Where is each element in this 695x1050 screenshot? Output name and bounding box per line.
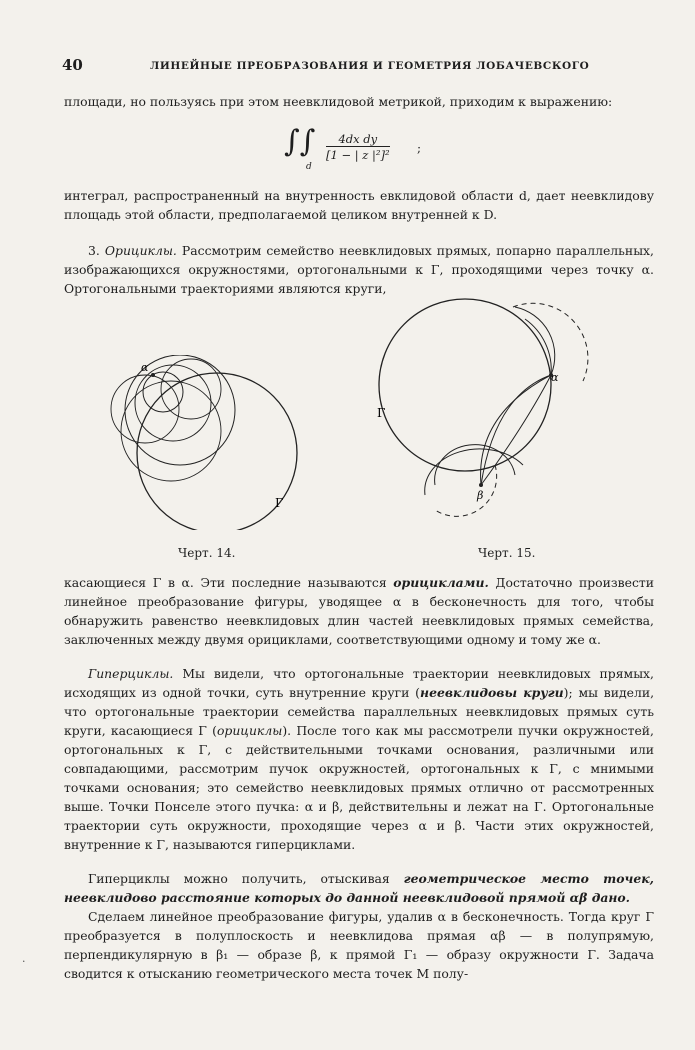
formula-semicolon: ; bbox=[417, 141, 422, 155]
fig15-label-alpha: α bbox=[551, 371, 559, 384]
margin-mark: · bbox=[22, 955, 26, 968]
fig15-circle-gamma bbox=[379, 299, 551, 471]
fraction-numerator: 4dx dy bbox=[326, 132, 390, 147]
figure-15-caption: Черт. 15. bbox=[478, 546, 536, 560]
fig14-label-gamma: Γ bbox=[275, 496, 284, 510]
running-title: ЛИНЕЙНЫЕ ПРЕОБРАЗОВАНИЯ И ГЕОМЕТРИЯ ЛОБАЧЕВСКОГО bbox=[150, 60, 590, 72]
fraction bbox=[326, 132, 390, 162]
intro-text: площади, но пользуясь при этом неевклидовой метрикой, приходим к выражению: bbox=[64, 94, 613, 109]
fraction-denominator: [1 − | z |²]² bbox=[326, 148, 390, 162]
term-noneuclidean-circles: неевклидовы круги bbox=[420, 685, 564, 700]
area-integral-formula bbox=[284, 124, 464, 174]
integral-text: интеграл, распространенный на внутренность евклидовой области d, дает неевклидову площадь этой области, предполагаемой целиком внутренней к D. bbox=[64, 188, 654, 222]
section-heading-oricycles: Орициклы. bbox=[104, 243, 177, 258]
fig15-label-gamma: Γ bbox=[377, 406, 386, 420]
fig15-arc-bottom-2 bbox=[425, 449, 523, 495]
term-locus: геометрическое место точек, неевклидово расстояние которых до данной неевклидовой прямой αβ дано. bbox=[64, 871, 654, 905]
hypercycles-heading: Гиперциклы. bbox=[88, 666, 174, 681]
transform-text: Сделаем линейное преобразование фигуры, удалив α в бесконечность. Тогда круг Γ преобразуется в полуплоскость и неевклидова прямая αβ — в полупрямую, перпендикулярную в β₁ — образе β, к прямой Γ₁ — образу окружности Γ. Задача сводится к отысканию геометрического места точек M полу- bbox=[64, 909, 654, 981]
figure-15 bbox=[365, 285, 590, 535]
page-number: 40 bbox=[62, 56, 83, 74]
integral-sign: ∫∫ bbox=[284, 124, 316, 159]
intro-paragraph bbox=[64, 92, 654, 111]
hypercycles-t2: ); мы видели, что ортогональные траектории семейства параллельных неевклидовых прямых суть круги, касающиеся Γ ( bbox=[64, 685, 655, 738]
figure-14 bbox=[105, 355, 325, 530]
section-number: 3. bbox=[88, 243, 100, 258]
hypercycles-text bbox=[64, 664, 654, 854]
fig14-point-alpha bbox=[151, 373, 155, 377]
oricycles-text-after: Достаточно произвести линейное преобразование фигуры, уводящее α в бесконечность для того, чтобы обнаружить равенство неевклидовых длин частей неевклидовых прямых семейства, заключенных между двумя орициклами, соответствующими одному и тому же α. bbox=[64, 575, 654, 647]
hypercycles-paragraph bbox=[64, 664, 654, 854]
oricycles-text-before: касающиеся Γ в α. Эти последние называются bbox=[64, 575, 387, 590]
locus-t1: Гиперциклы можно получить, отыскивая bbox=[88, 871, 390, 886]
section-3-body: Рассмотрим семейство неевклидовых прямых, попарно параллельных, изображающихся окружностями, ортогональными к Γ, проходящими через точку α. Ортогональными траекториями являются круги, bbox=[64, 243, 654, 296]
figure-14-caption: Черт. 14. bbox=[178, 546, 236, 560]
integral-paragraph bbox=[64, 186, 654, 224]
fig15-point-beta bbox=[479, 483, 483, 487]
integral-domain: d bbox=[306, 162, 312, 172]
fig15-label-beta: β bbox=[477, 489, 484, 502]
transform-paragraph bbox=[64, 907, 654, 983]
locus-paragraph bbox=[64, 869, 654, 907]
fig15-dashed-arc-top bbox=[513, 303, 588, 381]
hypercycles-t1: Мы видели, что ортогональные траектории неевклидовых прямых, исходящих из одной точки, суть внутренние круги ( bbox=[64, 666, 654, 700]
hypercycles-t3: ). После того как мы рассмотрели пучки окружностей, ортогональных к Γ, с действительными точками основания, различными или совпадающими, рассмотрим пучок окружностей, ортогональных к Γ, с мнимыми точками основания; это семейство неевклидовых прямых отлично от рассмотренных выше. Точки Понселе этого пучка: α и β, действительны и лежат на Γ. Ортогональные траектории суть окружности, проходящие через α и β. Части этих окружностей, внутренние к Γ, называются гиперциклами. bbox=[64, 723, 654, 852]
locus-text bbox=[64, 869, 654, 907]
term-oricycles-2: орициклы bbox=[216, 723, 283, 738]
fig14-label-alpha: α bbox=[141, 361, 149, 374]
term-oricycles: орициклами. bbox=[393, 575, 489, 590]
oricycles-text bbox=[64, 573, 654, 649]
fig15-arc-bottom bbox=[435, 445, 515, 485]
fig15-dashed-arc-bottom bbox=[435, 465, 497, 516]
oricycles-paragraph bbox=[64, 573, 654, 649]
fig15-hypercycle-2 bbox=[481, 375, 551, 485]
